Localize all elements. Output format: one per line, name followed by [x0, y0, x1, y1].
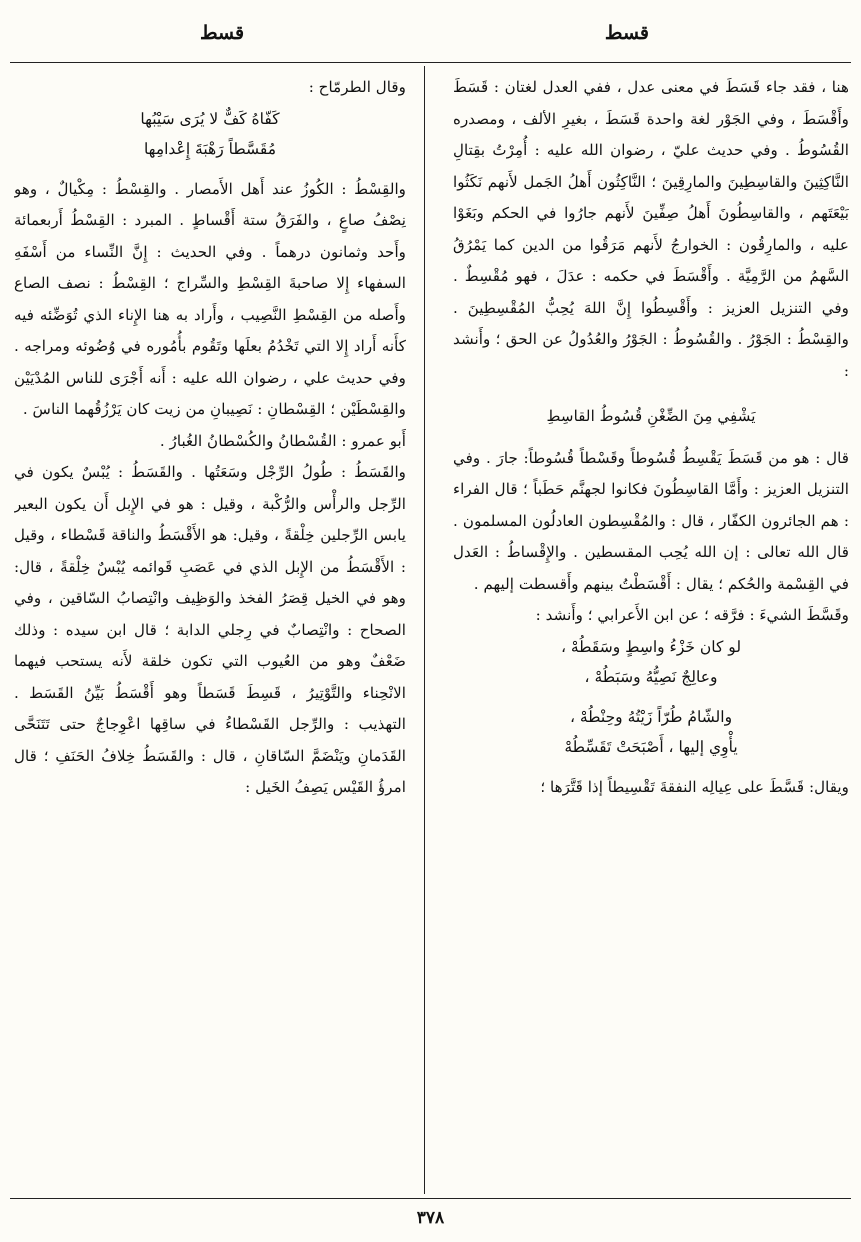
poem-line: والشّامُ طُرّاً زَيْتُهُ وحِنْطُهْ ، — [569, 707, 733, 726]
column-divider — [424, 66, 425, 1194]
paragraph: وقَسَّطَ الشيءَ : فرَّقه ؛ عن ابن الأَعرابي ؛ وأَنشد : — [535, 606, 849, 624]
paragraph: ويقال: قَسَّطَ على عِيالِه النفقةَ تَقْسِيطاً إذا قَتَّرَها ؛ — [540, 777, 849, 796]
paragraph: أَبو عمرو : القُسْطانُ والكُسْطانُ الغُبارُ . — [159, 431, 406, 450]
top-rule — [10, 62, 851, 63]
page-number: ٣٧٨ — [416, 1208, 445, 1228]
right-column — [453, 72, 849, 1192]
paragraph: قال : هو من قَسَطَ يَقْسِطُ قُسُوطاً وقَسْطاً قُسُوطاً: جارَ . وفي التنزيل العزيز : وأَمَّا القاسِطُونَ فكانوا لجهنَّم حَطَباً ؛ قال الفراء : هم الجائرون الكفّار ، قال : والمُقْسِطون العادلُون المسلمون . قال الله تعالى : إن الله يُحِب المقسطين . والإِقْساطُ : العَدل في القِسْمة والحُكم ؛ يقال : أَقْسَطْتُ بينهم وأَقسطت إليهم . — [453, 448, 849, 593]
poem-line: لو كان خَزْءُ واسِطٍ وسَقَطُهْ ، — [560, 637, 742, 656]
paragraph: والقِسْطُ : الكُوزُ عند أَهل الأَمصار . والقِسْطُ : مِكْيالٌ ، وهو نِصْفُ صاعٍ ، والفَرَقُ ستة أَقْساطٍ . المبرد : القِسْطُ أَربعمائة وأَحد وثمانون درهماً . وفي الحديث : إِنَّ النِّساء من أَسْفَهِ السفهاء إِلا صاحبةَ القِسْطِ والسِّراج ؛ القِسْطُ : نصف الصاع وأَصله من القِسْطِ النَّصِيب ، وأَراد به هنا الإِناء الذي تُوَضِّئه فيه كأَنه أَراد إِلا التي تَخْدُمُ بعلَها وتَقُوم بأُمُوره في وُضُوئه ومراجه . وفي حديث علي ، رضوان الله عليه : أَنه أَجْرَى للناس المُدْيَيْن والقِسْطَيْن ؛ القِسْطانِ : نَصِيبانِ من زيت كان يَرْزُقُهما الناسَ . — [14, 179, 406, 418]
poem-line: مُقَسَّطاً رَهْبَةَ إِعْدامِها — [143, 139, 277, 158]
bottom-rule — [10, 1198, 851, 1199]
running-header-left: قسط — [200, 22, 245, 44]
poem-line: وعالِجٌ نَصِيُّهُ وسَبَطُهْ ، — [584, 667, 718, 686]
poem-line: كَفّاهُ كَفٌّ لا يُرَى سَيْبُها — [140, 109, 280, 128]
paragraph: والقَسَطُ : طُولُ الرِّجْل وسَعَتُها . والقَسَطُ : يُبْسٌ يكون في الرِّجل والرأْس والرُّكْبة ، وقيل : هو في الإِبل أَن يكون البعير يابس الرِّجلين خِلْقةً ، وقيل: هو الأَقْسَطُ والناقة قَسْطاء ، وقيل : الأَقْسَطُ من الإِبل الذي في عَصَبِ قَوائمه يُبْسٌ خِلْقةً ، قال: وهو في الخيل قِصَرُ الفخذ والوَظِيف وانْتِصابُ السّاقين ، وفي الصحاح : وانْتِصابٌ في رِجلي الدابة ؛ قال ابن سيده : وذلك ضَعْفٌ وهو من العُيوب التي تكون خلقة لأَنه يستحب فيهما الانْحِناء والتَّوْتِيرُ ، قَسِطَ قَسَطاً وهو أَقْسَطُ بَيِّنُ القَسَط . التهذيب : والرِّجل القَسْطاءُ في ساقِها اعْوِجاجٌ حتى تَتَنَحَّى القَدَمانِ ويَنْضَمَّ السّاقانِ ، قال : والقَسَطُ خِلافُ الحَنَفِ ؛ قال امرؤُ القَيْس يَصِفُ الخَيل : — [14, 463, 406, 796]
poem-line: يأْوِي إليها ، أَصْبَحَتْ تَقَسِّطُهْ — [564, 737, 738, 756]
paragraph: هنا ، فقد جاء قَسَطَ في معنى عدل ، ففي العدل لغتان : قَسَطَ وأَقْسَطَ ، وفي الجَوْر لغة واحدة قَسَطَ ، بغيرِ الألف ، ومصدره القُسُوطُ . وفي حديث عليّ ، رضوان الله عليه : أُمِرْتُ بقِتالِ النَّاكِثِينَ والقاسِطِينَ والمارِقِينَ ؛ النَّاكِثُون أَهلُ الجَمل لأَنهم نَكَثُوا بَيْعَتَهم ، والقاسِطُونَ أَهلُ صِفِّينَ لأَنهم جارُوا في الحكم وبَغَوْا عليه ، والمارِقُون : الخوارجُ لأَنهم مَرَقُوا من الدين كما يَمْرُقُ السَّهمُ من الرَّمِيَّة . وأَقْسَطَ في حكمه : عدَلَ ، فهو مُقْسِطٌ . وفي التنزيل العزيز : وأَقْسِطُوا إِنَّ اللهَ يُحِبُّ المُقْسِطِينَ . والقِسْطُ : الجَوْرُ . والقُسُوطُ : الجَوْرُ والعُدُولُ عن الحق ؛ وأَنشد : — [453, 78, 849, 380]
verse-line: يَشْفِي مِنَ الضِّغْنِ قُسُوطُ القاسِطِ — [546, 407, 756, 425]
paragraph: وقال الطرمّاح : — [308, 78, 406, 96]
running-header-right: قسط — [604, 22, 649, 44]
left-column — [14, 72, 406, 1192]
